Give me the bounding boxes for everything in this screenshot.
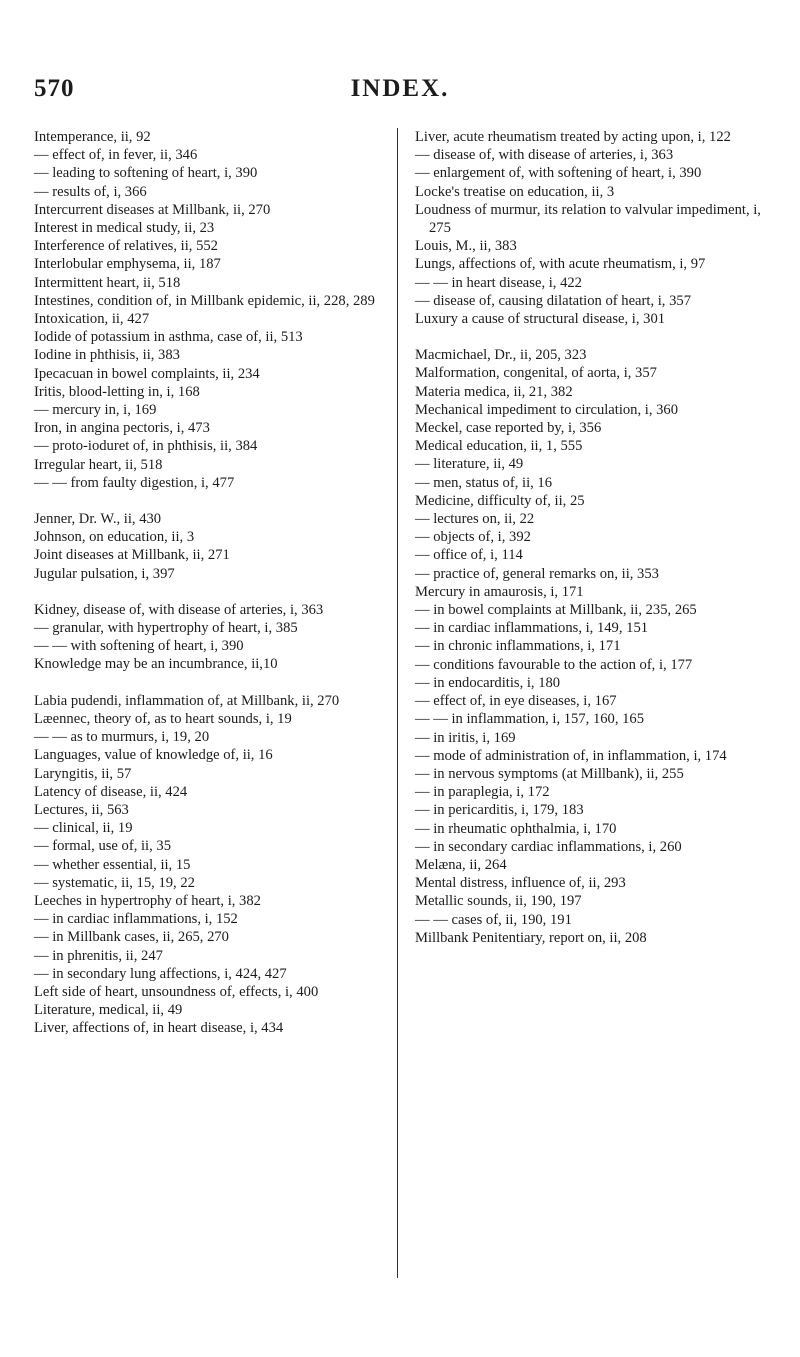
index-entry: Knowledge may be an incumbrance, ii,10 [34, 656, 278, 673]
index-entry: — whether essential, ii, 15 [34, 856, 191, 873]
index-entry: Metallic sounds, ii, 190, 197 [415, 893, 582, 910]
index-entry: — clinical, ii, 19 [34, 820, 133, 837]
index-entry: Latency of disease, ii, 424 [34, 783, 188, 800]
index-entry: Medical education, ii, 1, 555 [415, 438, 583, 455]
index-entry: Interlobular emphysema, ii, 187 [34, 256, 221, 273]
index-entry: — in cardiac inflammations, i, 152 [34, 911, 238, 928]
index-entry: Millbank Penitentiary, report on, ii, 208 [415, 929, 647, 946]
index-entry: — in bowel complaints at Millbank, ii, 235, 265 [415, 602, 697, 619]
index-entry: — in rheumatic ophthalmia, i, 170 [415, 820, 617, 837]
index-entry: — in Millbank cases, ii, 265, 270 [34, 929, 229, 946]
index-entry: — disease of, with disease of arteries, i, 363 [415, 147, 674, 164]
index-entry: — granular, with hypertrophy of heart, i, 385 [34, 620, 298, 637]
index-entry: — in phrenitis, ii, 247 [34, 947, 163, 964]
index-entry: Laryngitis, ii, 57 [34, 765, 132, 782]
index-entry: — disease of, causing dilatation of heart, i, 357 [415, 292, 691, 309]
index-entry: Lungs, affections of, with acute rheumatism, i, 97 [415, 256, 706, 273]
page-header [0, 75, 800, 115]
index-entry: Macmichael, Dr., ii, 205, 323 [415, 347, 587, 364]
index-entry: — men, status of, ii, 16 [415, 474, 553, 491]
index-entry: Ipecacuan in bowel complaints, ii, 234 [34, 365, 260, 382]
index-entry: — lectures on, ii, 22 [415, 511, 535, 528]
index-entry: Liver, affections of, in heart disease, i, 434 [34, 1020, 284, 1037]
index-entry: Jugular pulsation, i, 397 [34, 565, 175, 582]
index-entry: — literature, ii, 49 [415, 456, 524, 473]
index-entry: — objects of, i, 392 [415, 529, 531, 546]
index-entry: Intoxication, ii, 427 [34, 311, 150, 328]
index-entry: Intermittent heart, ii, 518 [34, 274, 181, 291]
index-entry: — office of, i, 114 [415, 547, 523, 564]
index-entry: — in endocarditis, i, 180 [415, 674, 561, 691]
index-entry: Irregular heart, ii, 518 [34, 456, 163, 473]
page-number: 570 [34, 75, 75, 102]
index-entry: — effect of, in eye diseases, i, 167 [415, 693, 617, 710]
index-column-left [34, 128, 386, 1038]
index-entry: Mercury in amaurosis, i, 171 [415, 583, 584, 600]
index-entry: Mechanical impediment to circulation, i, 360 [415, 401, 679, 418]
running-title: INDEX. [350, 75, 450, 102]
index-entry: — formal, use of, ii, 35 [34, 838, 171, 855]
index-entry: — in secondary cardiac inflammations, i, 260 [415, 838, 682, 855]
index-entry: Intemperance, ii, 92 [34, 129, 151, 145]
index-entry: — in cardiac inflammations, i, 149, 151 [415, 620, 649, 637]
index-entry: Labia pudendi, inflammation of, at Millbank, ii, 270 [34, 692, 340, 709]
index-entry: Johnson, on education, ii, 3 [34, 529, 195, 546]
index-entry: Malformation, congenital, of aorta, i, 357 [415, 365, 657, 382]
index-entry: — in pericarditis, i, 179, 183 [415, 802, 584, 819]
index-entry: Interference of relatives, ii, 552 [34, 238, 218, 255]
index-entry: Medicine, difficulty of, ii, 25 [415, 492, 585, 509]
index-entry: — — from faulty digestion, i, 477 [34, 474, 235, 491]
column-divider [397, 128, 398, 1278]
index-entry: — effect of, in fever, ii, 346 [34, 147, 198, 164]
index-entry: Lectures, ii, 563 [34, 801, 129, 818]
index-entry: Mental distress, influence of, ii, 293 [415, 875, 626, 892]
index-entry: Intercurrent diseases at Millbank, ii, 270 [34, 201, 271, 218]
index-entry: — enlargement of, with softening of heart, i, 390 [415, 165, 702, 182]
index-entry: Loudness of murmur, its relation to valvular impediment, i, 275 [415, 201, 761, 237]
index-entry: Left side of heart, unsoundness of, effects, i, 400 [34, 983, 319, 1000]
index-entry: Iodide of potassium in asthma, case of, ii, 513 [34, 329, 303, 346]
index-entry: Literature, medical, ii, 49 [34, 1002, 183, 1019]
index-entry: — practice of, general remarks on, ii, 353 [415, 565, 659, 582]
index-entry: Iodine in phthisis, ii, 383 [34, 347, 180, 364]
index-entry: — — as to murmurs, i, 19, 20 [34, 729, 210, 746]
index-entry: — conditions favourable to the action of, i, 177 [415, 656, 693, 673]
index-entry: Iritis, blood-letting in, i, 168 [34, 383, 200, 400]
index-entry: — mercury in, i, 169 [34, 402, 157, 419]
index-entry: — mode of administration of, in inflammation, i, 174 [415, 747, 727, 764]
index-entry: Intestines, condition of, in Millbank epidemic, ii, 228, 289 [34, 292, 375, 309]
index-entry: — in secondary lung affections, i, 424, 427 [34, 965, 287, 982]
index-entry: — — with softening of heart, i, 390 [34, 638, 244, 655]
index-entry: — — cases of, ii, 190, 191 [415, 911, 572, 928]
index-entry: — in chronic inflammations, i, 171 [415, 638, 621, 655]
index-entry: — systematic, ii, 15, 19, 22 [34, 874, 195, 891]
index-entry: Jenner, Dr. W., ii, 430 [34, 511, 162, 528]
index-entry: — — in inflammation, i, 157, 160, 165 [415, 711, 645, 728]
index-entry: Kidney, disease of, with disease of arteries, i, 363 [34, 601, 324, 618]
index-column-right [415, 128, 767, 947]
index-entry: Luxury a cause of structural disease, i, 301 [415, 311, 666, 328]
index-entry: Louis, M., ii, 383 [415, 238, 517, 255]
index-entry: Iron, in angina pectoris, i, 473 [34, 420, 210, 437]
index-entry: — leading to softening of heart, i, 390 [34, 165, 258, 182]
index-entry: — in paraplegia, i, 172 [415, 784, 550, 801]
index-entry: Interest in medical study, ii, 23 [34, 220, 215, 237]
index-entry: Leeches in hypertrophy of heart, i, 382 [34, 892, 261, 909]
index-entry: — results of, i, 366 [34, 183, 147, 200]
index-entry: Joint diseases at Millbank, ii, 271 [34, 547, 230, 564]
index-entry: Læennec, theory of, as to heart sounds, i, 19 [34, 710, 292, 727]
index-entry: — in iritis, i, 169 [415, 729, 516, 746]
index-entry: — proto-ioduret of, in phthisis, ii, 384 [34, 438, 258, 455]
index-entry: Melæna, ii, 264 [415, 856, 507, 873]
index-entry: Materia medica, ii, 21, 382 [415, 383, 573, 400]
index-entry: Liver, acute rheumatism treated by acting upon, i, 122 [415, 129, 731, 145]
index-entry: — in nervous symptoms (at Millbank), ii, 255 [415, 765, 684, 782]
index-entry: Locke's treatise on education, ii, 3 [415, 183, 615, 200]
index-entry: Meckel, case reported by, i, 356 [415, 420, 602, 437]
index-entry: Languages, value of knowledge of, ii, 16 [34, 747, 273, 764]
index-entry: — — in heart disease, i, 422 [415, 274, 582, 291]
